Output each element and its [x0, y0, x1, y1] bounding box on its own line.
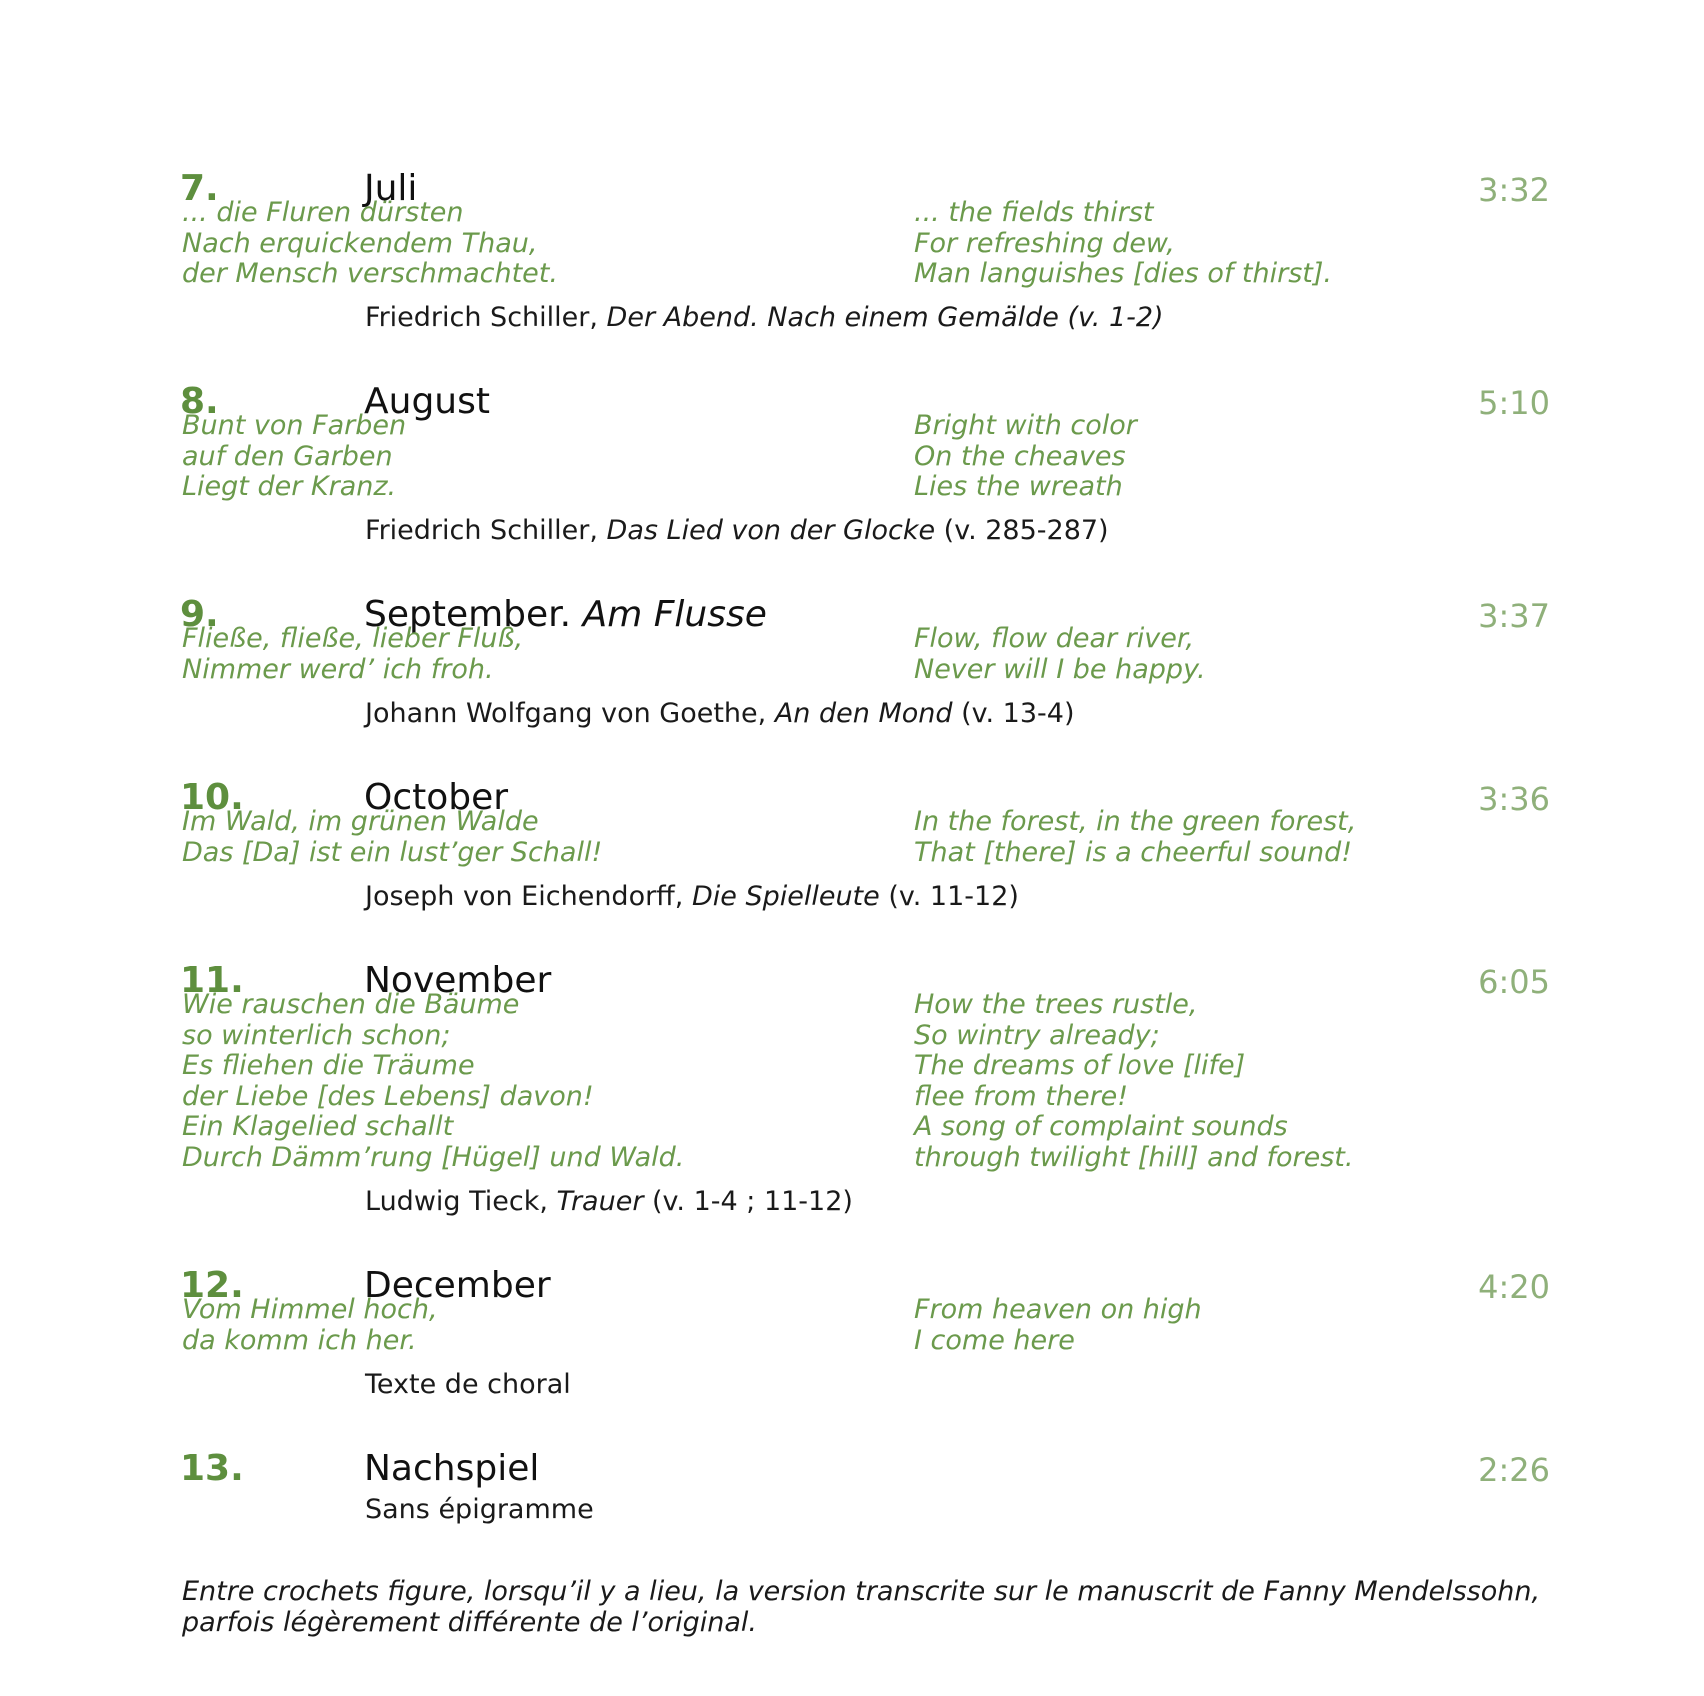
verse-source — [365, 881, 1019, 913]
source-ref: (v. 11-12) — [879, 881, 1019, 912]
track-title-text: Juli — [364, 168, 418, 209]
verse-line: Bunt von Farben — [182, 410, 407, 441]
track-duration: 3:32 — [1478, 171, 1550, 209]
track-title — [364, 1448, 539, 1490]
track-title-text: December — [364, 1265, 551, 1306]
verse-line: ... the fields thirst — [914, 197, 1154, 228]
track-number: 8. — [180, 381, 219, 422]
verse-line: How the trees rustle, — [914, 989, 1198, 1020]
verse-source — [365, 515, 1109, 547]
verse-line: A song of complaint sounds — [914, 1111, 1288, 1142]
verse-line: Fließe, fließe, lieber Fluß, — [182, 623, 524, 654]
verse-line: flee from there! — [914, 1080, 1129, 1112]
track-title-text: October — [364, 777, 509, 818]
verse-line: That [there] is a cheerful sound! — [914, 836, 1353, 868]
verse-line: so winterlich schon; — [182, 1019, 451, 1051]
source-work: Der Abend. Nach einem Gemälde (v. 1-2) — [606, 302, 1164, 333]
verse-line: The dreams of love [life] — [914, 1050, 1246, 1081]
verse-line: So wintry already; — [914, 1019, 1160, 1051]
track-number: 10. — [180, 777, 244, 818]
source-ref: (v. 1-4 ; 11-12) — [643, 1186, 853, 1217]
source-work: An den Mond — [774, 698, 953, 729]
english-verse — [914, 411, 1137, 503]
track-number: 11. — [180, 960, 244, 1001]
footnote: Entre crochets figure, lorsqu’il y a lieu, la version transcrite sur le manuscrit de Fanny Mendelssohn, parfois légèrement différente de l’original. — [182, 1576, 1541, 1638]
verse-line: I come here — [914, 1324, 1075, 1356]
source-work: Trauer — [556, 1186, 644, 1217]
verse-source — [365, 698, 1075, 730]
german-verse — [182, 624, 523, 685]
source-author: Sans épigramme — [365, 1494, 594, 1525]
track-number: 9. — [180, 594, 219, 635]
track-duration: 3:37 — [1478, 597, 1550, 635]
source-work: Das Lied von der Glocke — [606, 515, 936, 546]
track-duration: 5:10 — [1478, 384, 1550, 422]
verse-line: For refreshing dew, — [914, 227, 1175, 259]
source-ref: (v. 13-4) — [952, 698, 1075, 729]
verse-line: der Mensch verschmachtet. — [182, 258, 558, 289]
track-title-text: September. — [364, 594, 572, 635]
verse-line: Im Wald, im grünen Walde — [182, 806, 539, 837]
track-subtitle: Am Flusse — [571, 594, 767, 635]
source-author: Friedrich Schiller, — [365, 515, 607, 546]
english-verse — [914, 624, 1206, 685]
verse-line: In the forest, in the green forest, — [914, 806, 1357, 837]
english-verse — [914, 807, 1356, 868]
german-verse — [182, 198, 558, 290]
verse-line: Liegt der Kranz. — [182, 471, 397, 502]
verse-source — [365, 302, 1164, 334]
track-duration: 3:36 — [1478, 780, 1550, 818]
verse-line: From heaven on high — [914, 1294, 1202, 1325]
verse-line: Vom Himmel hoch, — [182, 1294, 438, 1325]
source-work: Die Spielleute — [691, 881, 880, 912]
verse-line: auf den Garben — [182, 440, 393, 472]
verse-line: Lies the wreath — [914, 471, 1123, 502]
track-number: 7. — [180, 168, 219, 209]
track-duration: 4:20 — [1478, 1268, 1550, 1306]
verse-line: Bright with color — [914, 410, 1137, 441]
english-verse — [914, 990, 1353, 1173]
english-verse — [914, 1295, 1202, 1356]
german-verse — [182, 1295, 438, 1356]
verse-source — [365, 1494, 594, 1526]
verse-line: Flow, flow dear river, — [914, 623, 1195, 654]
verse-line: Man languishes [dies of thirst]. — [914, 258, 1332, 289]
source-author: Texte de choral — [365, 1369, 571, 1400]
verse-line: Es fliehen die Träume — [182, 1050, 475, 1081]
verse-line: Nimmer werd’ ich froh. — [182, 653, 494, 685]
verse-line: Wie rauschen die Bäume — [182, 989, 520, 1020]
verse-source — [365, 1186, 853, 1218]
verse-line: Durch Dämm’rung [Hügel] und Wald. — [182, 1141, 685, 1173]
source-author: Friedrich Schiller, — [365, 302, 607, 333]
track-title-text: August — [364, 381, 490, 422]
source-ref: (v. 285-287) — [935, 515, 1109, 546]
verse-line: der Liebe [des Lebens] davon! — [182, 1080, 594, 1112]
verse-line: On the cheaves — [914, 440, 1126, 472]
german-verse — [182, 411, 406, 503]
track-title-text: November — [364, 960, 552, 1001]
verse-source — [365, 1369, 571, 1401]
verse-line: Ein Klagelied schallt — [182, 1111, 454, 1142]
verse-line: Das [Da] ist ein lust’ger Schall! — [182, 836, 603, 868]
track-duration: 2:26 — [1478, 1451, 1550, 1489]
german-verse — [182, 990, 684, 1173]
verse-line: Nach erquickendem Thau, — [182, 227, 538, 259]
track-number: 12. — [180, 1265, 244, 1306]
german-verse — [182, 807, 602, 868]
source-author: Ludwig Tieck, — [365, 1186, 557, 1217]
verse-line: ... die Fluren dürsten — [182, 197, 464, 228]
source-author: Johann Wolfgang von Goethe, — [365, 698, 775, 729]
source-author: Joseph von Eichendorff, — [365, 881, 692, 912]
verse-line: Never will I be happy. — [914, 653, 1206, 685]
track-number: 13. — [180, 1448, 244, 1489]
track-title-text: Nachspiel — [364, 1448, 540, 1489]
english-verse — [914, 198, 1332, 290]
verse-line: da komm ich her. — [182, 1324, 417, 1356]
verse-line: through twilight [hill] and forest. — [914, 1141, 1354, 1173]
track-duration: 6:05 — [1478, 963, 1550, 1001]
